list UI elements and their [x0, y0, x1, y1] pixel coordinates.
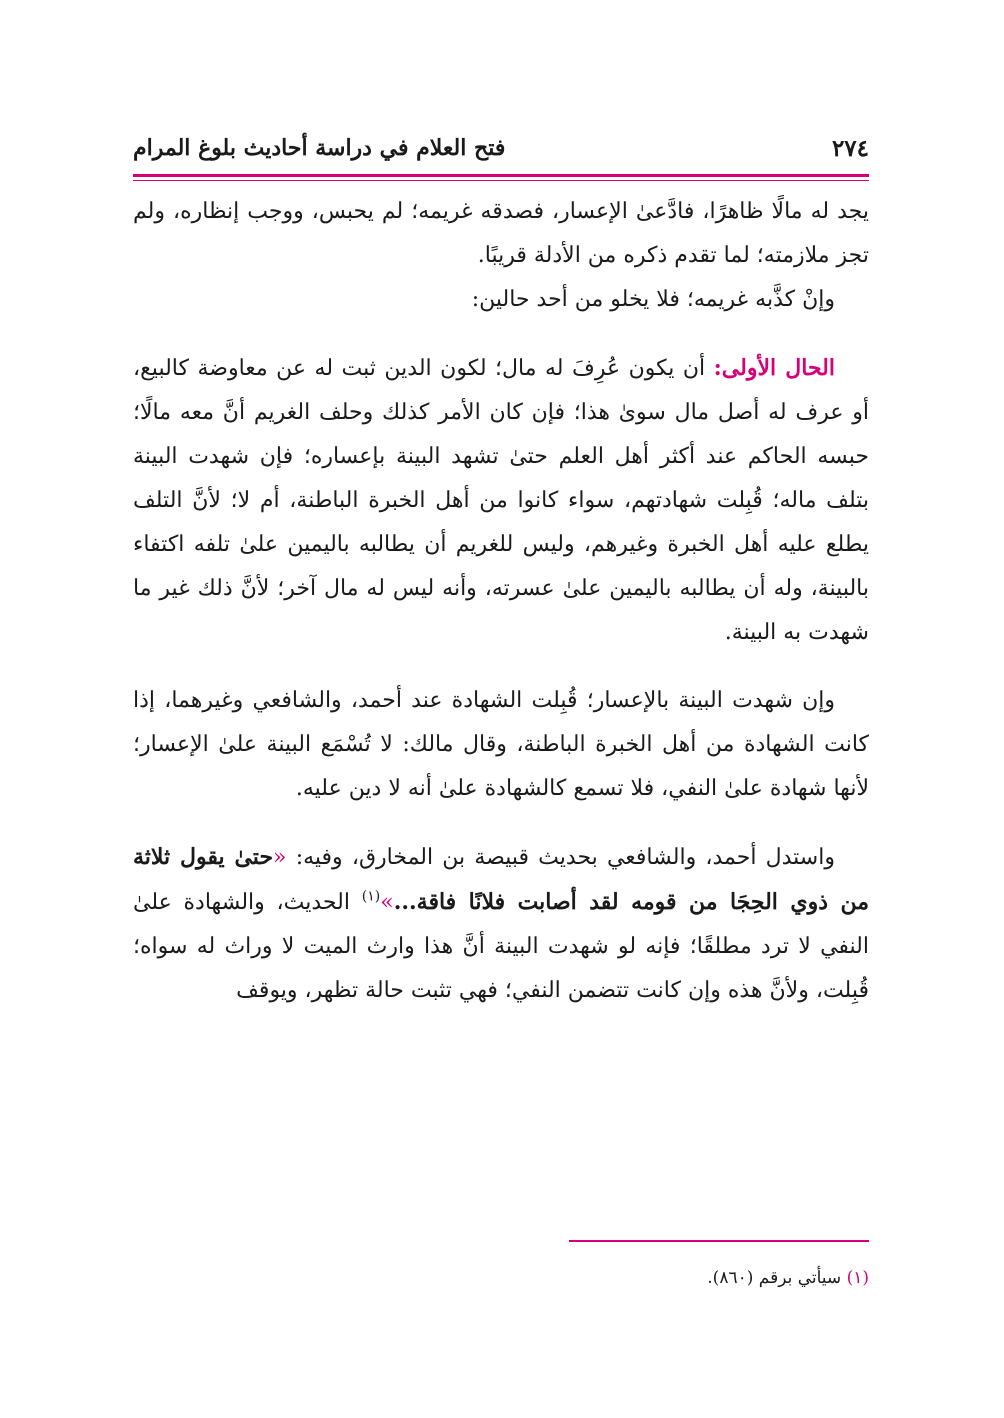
hadith-rest: الحديث، والشهادة علىٰ النفي لا ترد مطلقًا؛ فإنه لو شهدت البينة أنَّ هذا وارث الميت لا وراث له سواه؛ قُبِلت، ولأنَّ هذه وإن كانت تتضمن النفي؛ فهي تثبت حالة تظهر، ويوقف — [133, 890, 869, 1003]
paragraph-testimony: وإن شهدت البينة بالإعسار؛ قُبِلت الشهادة عند أحمد، والشافعي وغيرهما، إذا كانت الشهادة من أهل الخبرة الباطنة، وقال مالك: لا تُسْمَع البينة علىٰ الإعسار؛ لأنها شهادة علىٰ النفي، فلا تسمع كالشهادة علىٰ أنه لا دين عليه. — [133, 688, 869, 801]
paragraph-hadith — [133, 835, 869, 1013]
footnote-number: (١) — [846, 1268, 869, 1288]
hadith-intro: واستدل أحمد، والشافعي بحديث قبيصة بن المخارق، وفيه: — [286, 845, 835, 870]
footnote — [133, 1264, 869, 1292]
page-number: ٢٧٤ — [831, 134, 869, 162]
book-title: فتح العلام في دراسة أحاديث بلوغ المرام — [133, 135, 506, 161]
paragraph-first-case — [133, 346, 869, 655]
footnote-text: سيأتي برقم (٨٦٠). — [707, 1268, 847, 1288]
header-rule-thin — [133, 180, 869, 181]
document-page — [133, 0, 869, 1418]
open-quote: « — [273, 845, 287, 870]
header-rule-thick — [133, 174, 869, 177]
main-text — [133, 190, 869, 1013]
running-header — [133, 128, 869, 168]
footnote-reference[interactable]: (١) — [361, 888, 381, 905]
first-case-label: الحال الأولى: — [713, 355, 835, 381]
close-quote: » — [380, 890, 394, 915]
paragraph-two-cases: وإنْ كذَّبه غريمه؛ فلا يخلو من أحد حالين: — [471, 287, 835, 312]
footnote-separator — [569, 1240, 869, 1242]
paragraph-continuation: يجد له مالًا ظاهرًا، فادَّعىٰ الإعسار، فصدقه غريمه؛ لم يحبس، ووجب إنظاره، ولم تجز ملازمته؛ لما تقدم ذكره من الأدلة قريبًا. — [133, 199, 869, 268]
first-case-text: أن يكون عُرِفَ له مال؛ لكون الدين ثبت له عن معاوضة كالبيع، أو عرف له أصل مال سوىٰ هذا؛ فإن كان الأمر كذلك وحلف الغريم أنَّ معه مالًا؛ حبسه الحاكم عند أكثر أهل العلم حتىٰ تشهد البينة بإعساره؛ فإن شهدت البينة بتلف ماله؛ قُبِلت شهادتهم، سواء كانوا من أهل الخبرة الباطنة، أم لا؛ لأنَّ التلف يطلع عليه أهل الخبرة وغيرهم، وليس للغريم أن يطالبه باليمين علىٰ تلفه اكتفاء بالبينة، وله أن يطالبه باليمين علىٰ عسرته، وأنه ليس له مال آخر؛ لأنَّ ذلك غير ما شهدت به البينة. — [133, 356, 869, 645]
hadith-quote: حتىٰ يقول ثلاثة من ذوي الحِجَا من قومه لقد أصابت فلانًا فاقة... — [133, 844, 869, 915]
